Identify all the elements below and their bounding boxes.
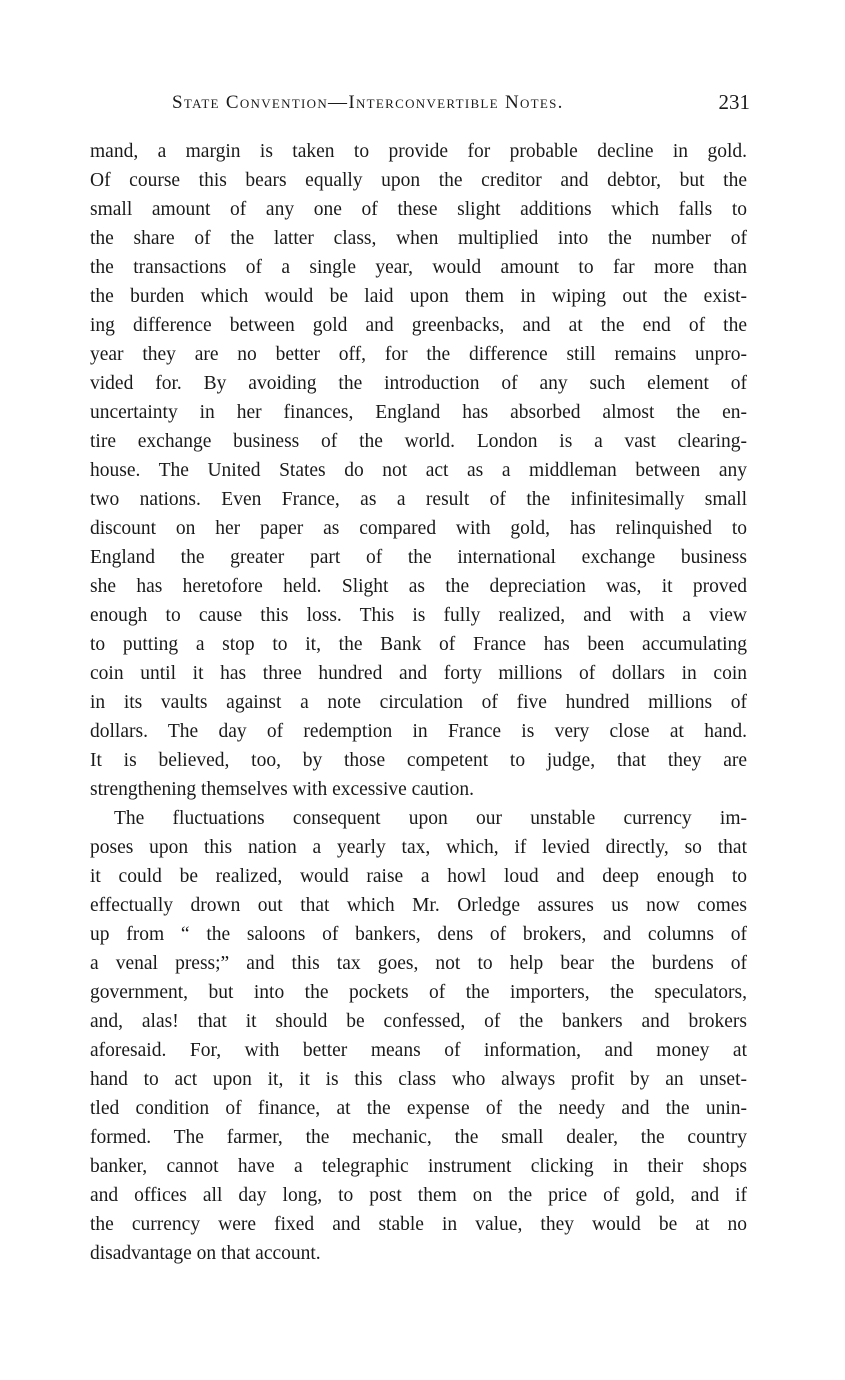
text-line: aforesaid. For, with better means of information, and money at [90,1040,747,1061]
text-line: year they are no better off, for the difference still remains unpro- [90,344,747,365]
text-line: The fluctuations consequent upon our unstable currency im- [114,808,747,829]
paragraph-2 [90,804,747,1268]
text-line: discount on her paper as compared with gold, has relinquished to [90,518,747,539]
text-line: banker, cannot have a telegraphic instrument clicking in their shops [90,1156,747,1177]
text-line: tire exchange business of the world. London is a vast clearing- [90,431,747,452]
text-line: and, alas! that it should be confessed, of the bankers and brokers [90,1011,747,1032]
page-number: 231 [718,90,750,114]
running-head-title: State Convention—Interconvertible Notes. [172,92,564,113]
text-line: dollars. The day of redemption in France is very close at hand. [90,721,747,742]
text-line: Of course this bears equally upon the creditor and debtor, but the [90,170,747,191]
text-line: enough to cause this loss. This is fully realized, and with a view [90,605,747,626]
text-line: uncertainty in her finances, England has absorbed almost the en- [90,402,747,423]
text-line: a venal press;” and this tax goes, not to help bear the burdens of [90,953,747,974]
text-line: formed. The farmer, the mechanic, the small dealer, the country [90,1127,747,1148]
text-line: effectually drown out that which Mr. Orledge assures us now comes [90,895,747,916]
text-line: the share of the latter class, when multiplied into the number of [90,228,747,249]
text-line: hand to act upon it, it is this class who always profit by an unset- [90,1069,747,1090]
text-line: It is believed, too, by those competent to judge, that they are [90,750,747,771]
text-line: coin until it has three hundred and forty millions of dollars in coin [90,663,747,684]
text-line: the burden which would be laid upon them in wiping out the exist- [90,286,747,307]
text-line: tled condition of finance, at the expense of the needy and the unin- [90,1098,747,1119]
text-line: and offices all day long, to post them on the price of gold, and if [90,1185,747,1206]
paragraph-1 [90,137,747,804]
text-line: she has heretofore held. Slight as the depreciation was, it proved [90,576,747,597]
text-line: vided for. By avoiding the introduction of any such element of [90,373,747,394]
text-line: ing difference between gold and greenbacks, and at the end of the [90,315,747,336]
text-line: to putting a stop to it, the Bank of France has been accumulating [90,634,747,655]
text-line: England the greater part of the international exchange business [90,547,747,568]
text-line: it could be realized, would raise a howl loud and deep enough to [90,866,747,887]
text-line: disadvantage on that account. [90,1243,321,1264]
text-line: strengthening themselves with excessive caution. [90,779,474,800]
running-head [90,92,750,122]
text-line: in its vaults against a note circulation of five hundred millions of [90,692,747,713]
text-line: poses upon this nation a yearly tax, which, if levied directly, so that [90,837,747,858]
body-text [90,137,747,1268]
text-line: mand, a margin is taken to provide for probable decline in gold. [90,141,747,162]
text-line: up from “ the saloons of bankers, dens of brokers, and columns of [90,924,747,945]
text-line: two nations. Even France, as a result of the infinitesimally small [90,489,747,510]
text-line: government, but into the pockets of the importers, the speculators, [90,982,747,1003]
text-line: the transactions of a single year, would amount to far more than [90,257,747,278]
text-line: house. The United States do not act as a middleman between any [90,460,747,481]
text-line: small amount of any one of these slight additions which falls to [90,199,747,220]
text-line: the currency were fixed and stable in value, they would be at no [90,1214,747,1235]
